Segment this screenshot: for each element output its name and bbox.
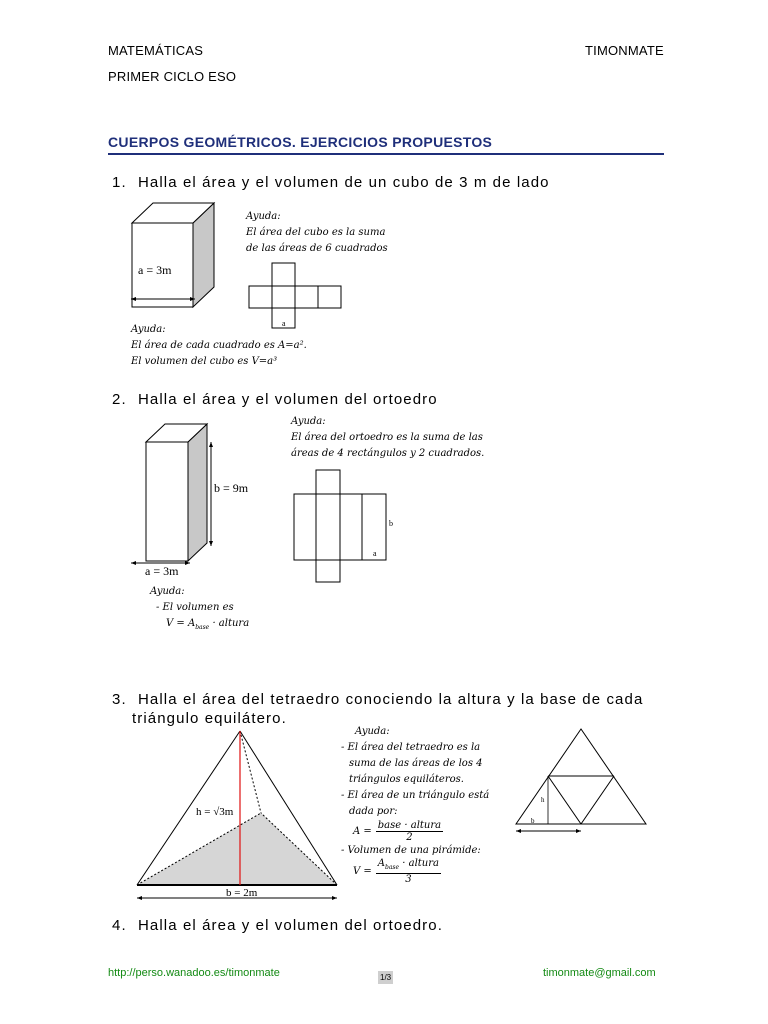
exercise-2-number: 2. <box>112 391 127 408</box>
cuboid-height-label: b = 9m <box>214 481 249 495</box>
cuboid-net-label-b: b <box>389 519 393 528</box>
area-formula <box>353 820 443 843</box>
hint-3-line: Ayuda: <box>355 726 390 737</box>
vol-fraction <box>376 858 441 885</box>
hint-1-top-line: Ayuda: <box>246 211 281 222</box>
hint-1-bottom-line: El área de cada cuadrado es A=a². <box>131 340 307 351</box>
exercise-4-number: 4. <box>112 917 127 934</box>
hint-2-top-line: áreas de 4 rectángulos y 2 cuadrados. <box>291 448 485 459</box>
net-h-label: h <box>541 796 545 804</box>
tetra-base-label: b = 2m <box>226 887 258 899</box>
header-author: TIMONMATE <box>585 43 664 58</box>
formula-rhs: · altura <box>212 618 250 629</box>
cube-side-label: a = 3m <box>138 263 172 277</box>
volume-formula <box>353 858 441 885</box>
tetra-net <box>516 729 646 824</box>
hint-1-top-line: de las áreas de 6 cuadrados <box>246 243 388 254</box>
formula-sub: base <box>195 624 210 631</box>
exercise-3-text-line2: triángulo equilátero. <box>132 710 287 727</box>
net-b-label: b <box>531 817 535 825</box>
hint-3-line: - El área del tetraedro es la <box>341 742 481 753</box>
vol-denominator: 3 <box>405 874 412 885</box>
header-subject: MATEMÁTICAS <box>108 43 204 58</box>
hint-3-line: - El área de un triángulo está <box>341 790 490 801</box>
hint-2-bottom-line: - El volumen es <box>156 602 234 613</box>
exercise-1-text: Halla el área y el volumen de un cubo de 3 m de lado <box>138 174 550 191</box>
area-fraction <box>376 820 443 843</box>
header-level: PRIMER CICLO ESO <box>108 69 237 84</box>
hint-1-bottom-line: Ayuda: <box>131 324 166 335</box>
exercise-3-text-line1: Halla el área del tetraedro conociendo la altura y la base de cada <box>138 691 644 708</box>
exercise-4 <box>112 917 443 934</box>
cuboid-net-label-a: a <box>373 549 377 558</box>
tetra-shaded-base <box>137 813 337 885</box>
footer-url-link[interactable]: http://perso.wanadoo.es/timonmate <box>108 967 280 979</box>
page-number: 1/3 <box>380 973 392 982</box>
exercise-1-number: 1. <box>112 174 127 191</box>
exercise-3-number: 3. <box>112 691 127 708</box>
hint-3-line: suma de las áreas de los 4 <box>349 758 483 769</box>
vol-formula-lhs: V = <box>353 865 372 877</box>
hint-3-line: triángulos equiláteros. <box>349 774 464 785</box>
footer-email-link[interactable]: timonmate@gmail.com <box>543 967 656 979</box>
exercise-2-text: Halla el área y el volumen del ortoedro <box>138 391 438 408</box>
area-formula-lhs: A = <box>353 825 372 837</box>
vol-numerator <box>376 858 441 874</box>
hint-2-top-line: El área del ortoedro es la suma de las <box>291 432 483 443</box>
vol-num-rest: · altura <box>402 858 439 869</box>
tetra-height-label: h = √3m <box>196 806 234 818</box>
area-denominator: 2 <box>406 832 413 843</box>
hint-1-top-line: El área del cubo es la suma <box>246 227 386 238</box>
vol-num-sub: base <box>385 864 400 871</box>
exercise-4-text: Halla el área y el volumen del ortoedro. <box>138 917 443 934</box>
area-numerator: base · altura <box>377 820 442 831</box>
hint-3-line: dada por: <box>349 806 398 817</box>
cuboid-base-label: a = 3m <box>145 564 179 578</box>
cube-net-label: a <box>282 319 286 328</box>
hint-3-volume-title: - Volumen de una pirámide: <box>341 845 481 856</box>
hint-2-top-line: Ayuda: <box>291 416 326 427</box>
vol-num-main: A <box>377 858 386 869</box>
formula-lhs: V = A <box>166 618 196 629</box>
hint-2-bottom-line: Ayuda: <box>150 586 185 597</box>
hint-3 <box>341 724 489 820</box>
page-title: CUERPOS GEOMÉTRICOS. EJERCICIOS PROPUESTOS <box>108 134 493 150</box>
hint-1-bottom-line: El volumen del cubo es V=a³ <box>131 356 278 367</box>
